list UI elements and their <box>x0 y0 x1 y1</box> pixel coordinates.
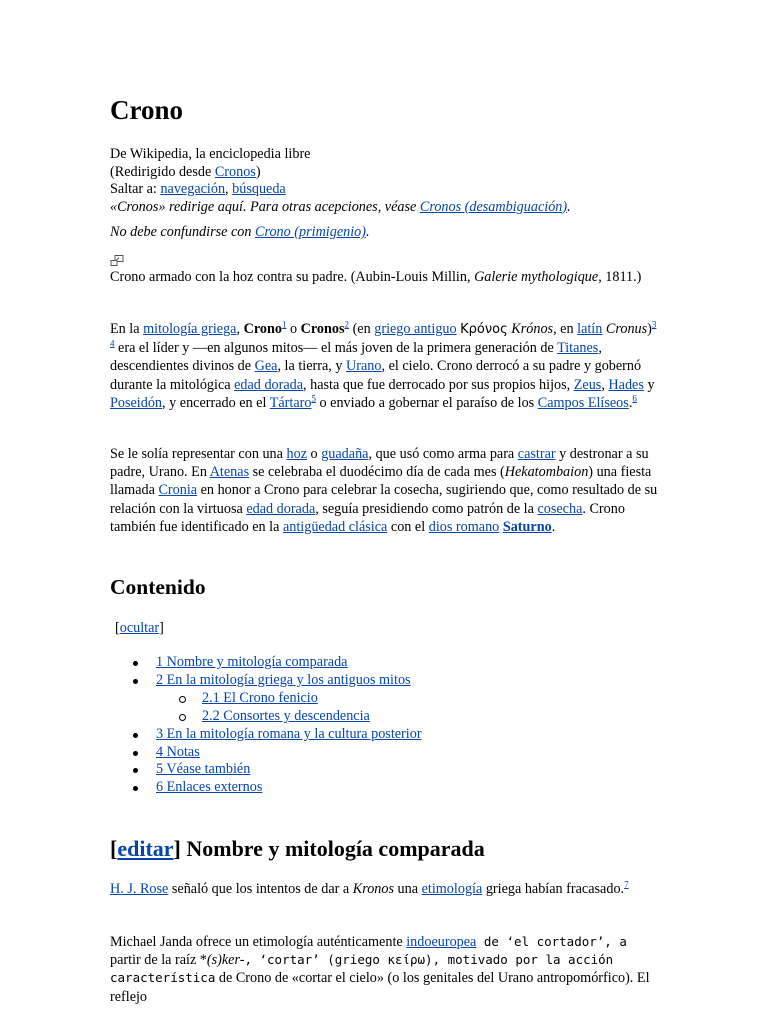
toc-list <box>110 654 422 797</box>
link-cosecha[interactable]: cosecha <box>537 500 583 517</box>
second-paragraph: Se le solía representar con una hoz o guadaña, que usó como arma para castrar y destronar a su padre, Urano. En Atenas se celebraba el duodécimo día de cada mes (Hekatombaion) una fiesta llamada Cronia en honor a Crono para celebrar la cosecha, sugiriendo que, como resultado de su relación con la virtuosa edad dorada, seguía presidiendo como patrón de la cosecha. Crono también fue identificado en la antigüedad clásica con el dios romano Saturno. <box>110 446 658 535</box>
redirect-note: (Redirigido desde Cronos) <box>110 163 261 180</box>
link-atenas[interactable]: Atenas <box>209 464 250 481</box>
section-heading-nombre: [editar] Nombre y mitología comparada <box>110 836 485 861</box>
redirect-link[interactable]: Cronos <box>214 163 256 180</box>
link-antiguedad-clasica[interactable]: antigüedad clásica <box>282 518 388 535</box>
toc-item <box>110 672 422 690</box>
ref-1[interactable]: 1 <box>281 319 287 330</box>
magnify-icon[interactable] <box>110 255 124 267</box>
link-mitologia-griega[interactable]: mitología griega <box>143 321 237 337</box>
ref-7[interactable]: 7 <box>624 879 629 890</box>
hatnote-disambiguation: «Cronos» redirige aquí. Para otras acepciones, véase Cronos (desambiguación). <box>110 198 571 215</box>
toc-link-6[interactable]: 6 Enlaces externos <box>156 779 263 796</box>
ref-5[interactable]: 5 <box>311 393 316 404</box>
link-indoeuropea[interactable]: indoeuropea <box>406 934 477 950</box>
janda-paragraph: Michael Janda ofrece un etimología auténticamente indoeuropea de ‘el cortador’, a partir de la raíz *(s)ker-, ‘cortar’ (griego κείρω), motivado por la acción característica de Crono de «cortar el cielo» (o los genitales del Urano antropomórfico). El reflejo <box>110 934 650 1005</box>
intro-paragraph: En la mitología griega, Crono$^1$ o Cronos$^2$ (en griego antiguo Κρόνος Krónos, en latín Cronus)$^{3 4}$ era el líder y —en algunos mitos— el más joven de la primera generación de Titanes, descendientes divinos de Gea, la tierra, y Urano, el cielo. Crono derrocó a su padre y gobernó durante la mitológica edad dorada, hasta que fue derrocado por sus propios hijos, Zeus, Hades y Poseidón, y encerrado en el Tártaro$^5$ o enviado a gobernar el paraíso de los Campos Elíseos.$^6$ <box>110 319 657 411</box>
link-hoz[interactable]: hoz <box>286 446 307 462</box>
toc-link-2-1[interactable]: 2.1 El Crono fenicio <box>202 689 318 706</box>
toc-item <box>110 654 422 672</box>
toc-item <box>110 761 422 779</box>
edit-section-link[interactable]: editar <box>117 836 174 861</box>
jump-search-link[interactable]: búsqueda <box>232 181 286 197</box>
ref-6[interactable]: 6 <box>632 393 637 404</box>
site-sub: De Wikipedia, la enciclopedia libre <box>110 146 311 162</box>
link-gea[interactable]: Gea <box>254 358 278 375</box>
link-hj-rose[interactable]: H. J. Rose <box>110 881 169 897</box>
link-hades[interactable]: Hades <box>608 376 644 393</box>
jump-navigation-link[interactable]: navegación <box>160 181 226 197</box>
crono-primigenio-link[interactable]: Crono (primigenio) <box>255 224 366 240</box>
toc-toggle: [ocultar] <box>115 620 164 636</box>
toc-item <box>110 726 422 744</box>
link-griego-antiguo[interactable]: griego antiguo <box>374 321 457 337</box>
link-cronia[interactable]: Cronia <box>158 482 198 499</box>
link-zeus[interactable]: Zeus <box>573 376 602 393</box>
link-castrar[interactable]: castrar <box>517 446 556 462</box>
disambiguation-link[interactable]: Cronos (desambiguación) <box>419 198 568 215</box>
toc-link-2[interactable]: 2 En la mitología griega y los antiguos mitos <box>156 671 411 688</box>
hatnote-confusion: No debe confundirse con Crono (primigenio). <box>110 224 370 240</box>
article-header-notes <box>110 146 658 216</box>
link-guadana[interactable]: guadaña <box>321 446 369 462</box>
toc-link-2-2[interactable]: 2.2 Consortes y descendencia <box>202 707 370 724</box>
ref-3[interactable]: 3 <box>651 319 657 330</box>
link-titanes[interactable]: Titanes <box>557 340 599 357</box>
image-caption: Crono armado con la hoz contra su padre. (Aubin-Louis Millin, Galerie mythologique, 1811.) <box>110 269 642 285</box>
link-dios-romano[interactable]: dios romano <box>428 518 500 535</box>
toc-link-1[interactable]: 1 Nombre y mitología comparada <box>156 654 348 670</box>
toc-item <box>110 744 422 762</box>
link-urano[interactable]: Urano <box>346 358 382 375</box>
toc-link-4[interactable]: 4 Notas <box>156 743 200 760</box>
link-edad-dorada[interactable]: edad dorada <box>234 376 304 393</box>
link-poseidon[interactable]: Poseidón <box>110 394 163 411</box>
toc-link-5[interactable]: 5 Véase también <box>156 761 251 778</box>
toc-subitem <box>110 690 422 708</box>
jump-to: Saltar a: navegación, búsqueda <box>110 181 286 197</box>
toc-hide-link[interactable]: ocultar <box>119 620 160 636</box>
toc-item <box>110 779 422 797</box>
link-edad-dorada-2[interactable]: edad dorada <box>246 500 316 517</box>
rose-paragraph: H. J. Rose señaló que los intentos de dar a Kronos una etimología griega habían fracasado.$^7$ <box>110 879 629 897</box>
toc-link-3[interactable]: 3 En la mitología romana y la cultura posterior <box>156 725 422 742</box>
link-campos-eliseos[interactable]: Campos Elíseos <box>537 394 629 411</box>
link-saturno[interactable]: Saturno <box>502 518 552 535</box>
link-tartaro[interactable]: Tártaro <box>269 394 312 411</box>
toc-title: Contenido <box>110 575 206 599</box>
toc-subitem <box>110 708 422 726</box>
ref-4[interactable]: 4 <box>110 338 115 349</box>
link-etimologia[interactable]: etimología <box>421 881 483 897</box>
link-latin[interactable]: latín <box>577 321 603 337</box>
page-title: Crono <box>110 95 184 125</box>
ref-2[interactable]: 2 <box>344 319 350 330</box>
